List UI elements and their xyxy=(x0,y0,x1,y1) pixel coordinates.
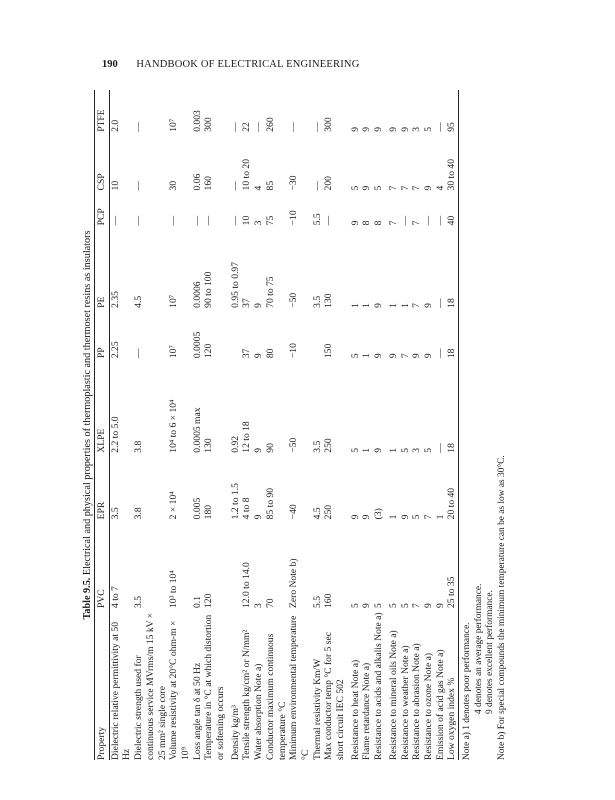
value-cell: 10 to 20 xyxy=(241,159,253,191)
value-cell: −30 xyxy=(288,175,300,191)
page-header xyxy=(102,59,615,70)
value-cell: 9 xyxy=(387,126,399,132)
value-cell: 260 xyxy=(264,117,276,132)
value-cell: — xyxy=(191,215,203,226)
value-cell: 95 xyxy=(446,122,458,132)
value-cell: — xyxy=(434,215,446,226)
value-cell: 5 xyxy=(411,514,423,520)
value-cell: 1 xyxy=(387,303,399,308)
value-cell: 70 xyxy=(264,598,276,608)
value-cell: 5 xyxy=(399,603,411,608)
table-row xyxy=(227,90,242,760)
page-number: 190 xyxy=(102,59,118,70)
property-cell: Emission of acid gas Note a) xyxy=(434,649,446,760)
value-cell: 37 xyxy=(241,348,253,359)
value-cell: 25 to 35 xyxy=(446,576,458,608)
table-row xyxy=(361,90,373,760)
value-cell xyxy=(227,310,242,360)
table-row xyxy=(203,90,226,760)
value-cell: — xyxy=(434,298,446,308)
value-cell: 12.0 to 14.0 xyxy=(241,562,253,608)
value-cell: — xyxy=(434,122,446,132)
value-cell: 5.5 xyxy=(311,213,323,226)
value-cell: 1 xyxy=(387,514,399,520)
value-cell: 1.2 to 1.5 xyxy=(229,483,241,520)
value-cell: 9 xyxy=(411,353,423,359)
value-cell: 7 xyxy=(387,220,399,226)
value-cell: 3.5 xyxy=(133,596,145,608)
value-cell: 18 xyxy=(446,348,458,359)
table-row xyxy=(109,90,133,760)
value-cell: 22 xyxy=(241,122,253,132)
value-cell: 7 xyxy=(422,514,434,520)
value-cell: 7 xyxy=(399,353,411,359)
property-cell: Max conductor temp °C for 5 sec short circuit IEC 502 xyxy=(323,632,347,760)
value-cell: −50 xyxy=(288,437,300,453)
note-line: Note b) For special compounds the minimum temperature can be as low as 30°C. xyxy=(496,455,507,760)
value-cell: — xyxy=(229,180,241,191)
value-cell: 5 xyxy=(349,447,361,453)
value-cell: 4.5 xyxy=(311,507,323,520)
value-cell: 200 xyxy=(323,176,335,191)
value-cell: 4 to 7 xyxy=(109,586,121,608)
table-row xyxy=(133,90,168,760)
value-cell: — xyxy=(109,215,121,226)
column-header: PVC xyxy=(96,589,107,608)
value-cell: 9 xyxy=(422,185,434,191)
value-cell: 10 xyxy=(241,215,253,226)
value-cell: −10 xyxy=(288,343,300,359)
value-cell: 7 xyxy=(411,220,423,226)
table-row xyxy=(411,90,423,760)
value-cell: 10³ to 10⁴ xyxy=(168,570,180,608)
value-cell: — xyxy=(229,215,241,226)
value-cell: 9 xyxy=(399,126,411,132)
value-cell: 10⁷ xyxy=(168,294,180,308)
value-cell: — xyxy=(311,122,323,132)
column-header: XLPE xyxy=(96,428,107,453)
value-cell: 18 xyxy=(446,443,458,453)
value-cell: 0.0005 max xyxy=(191,407,203,453)
value-cell: 7 xyxy=(387,185,399,191)
property-cell: Minimum environmental temperature °C xyxy=(288,615,311,760)
value-cell: 0.92 xyxy=(229,435,241,453)
value-cell: 0.0006 xyxy=(191,281,203,308)
value-cell: 10⁴ to 6 × 10⁴ xyxy=(168,399,180,453)
value-cell: (3) xyxy=(373,508,385,520)
note-line: Note a) 1 denotes poor performance. xyxy=(462,622,473,760)
value-cell: 9 xyxy=(253,514,265,520)
value-cell: 9 xyxy=(373,447,385,453)
value-cell: 0.06 xyxy=(191,173,203,191)
value-cell: 2.35 xyxy=(109,291,121,308)
value-cell: 9 xyxy=(422,353,434,359)
value-cell: 300 xyxy=(203,117,215,132)
value-cell: 5 xyxy=(349,353,361,359)
table-caption xyxy=(82,90,93,760)
value-cell xyxy=(312,310,324,360)
table-row xyxy=(400,90,412,760)
value-cell: — xyxy=(133,122,145,132)
value-cell: 1 xyxy=(349,303,361,308)
property-cell: Resistance to ozone Note a) xyxy=(422,652,434,760)
value-cell: 3 xyxy=(411,447,423,453)
value-cell: — xyxy=(253,122,265,132)
table-row xyxy=(312,90,324,760)
value-cell: — xyxy=(203,215,215,226)
value-cell: 3 xyxy=(411,126,423,132)
value-cell: 5 xyxy=(422,447,434,453)
note-line: 4 denotes an average performance. xyxy=(473,583,484,714)
value-cell: 3.5 xyxy=(311,295,323,308)
table-row xyxy=(265,90,288,760)
property-cell: Thermal resistivity Km/W xyxy=(311,658,323,760)
value-cell: 1 xyxy=(434,514,446,520)
value-cell: 18 xyxy=(446,298,458,308)
value-cell: 9 xyxy=(373,303,385,308)
value-cell: 2 × 10⁴ xyxy=(168,491,180,520)
value-cell: 30 to 40 xyxy=(446,159,458,191)
value-cell: 300 xyxy=(323,117,335,132)
value-cell: 1 xyxy=(361,447,373,453)
value-cell: 0.005 xyxy=(191,497,203,520)
property-cell: Dielectric relative permittivity at 50 Hz xyxy=(109,622,133,760)
value-cell: 9 xyxy=(361,185,373,191)
value-cell: 7 xyxy=(399,185,411,191)
table-row xyxy=(288,90,311,760)
value-cell: — xyxy=(229,122,241,132)
column-header: PCP xyxy=(96,208,107,226)
value-cell: 250 xyxy=(323,504,335,520)
value-cell: 5 xyxy=(349,185,361,191)
property-cell: Density kg/m³ xyxy=(229,705,241,760)
value-cell: 9 xyxy=(361,514,373,520)
value-cell: 7 xyxy=(411,303,423,308)
value-cell: 0.003 xyxy=(191,110,203,132)
value-cell: 160 xyxy=(203,176,215,191)
property-cell: Water absorption Note a) xyxy=(253,663,265,760)
value-cell: 9 xyxy=(434,603,446,608)
table-row xyxy=(373,90,385,760)
property-cell: Flame retardance Note a) xyxy=(361,662,373,760)
value-cell: — xyxy=(311,180,323,191)
value-cell: 7 xyxy=(411,603,423,608)
property-cell: Temperature in °C at which distortion or softening occurs xyxy=(203,614,227,760)
value-cell: 120 xyxy=(203,593,215,608)
property-cell: Conductor maximum continuous temperature °C xyxy=(264,633,288,760)
table-row xyxy=(423,90,435,760)
value-cell: — xyxy=(133,215,145,226)
value-cell: 160 xyxy=(323,593,335,608)
value-cell: 8 xyxy=(361,220,373,226)
value-cell: 9 xyxy=(373,353,385,359)
property-cell: Resistance to weather Note a) xyxy=(399,645,411,760)
value-cell: — xyxy=(434,443,446,453)
value-cell: 85 to 90 xyxy=(264,487,276,520)
property-cell: Resistance to abrasion Note a) xyxy=(411,643,423,760)
value-cell: 7 xyxy=(411,185,423,191)
property-cell: Low oxygen index % xyxy=(446,677,458,760)
value-cell: 9 xyxy=(399,514,411,520)
value-cell: 40 xyxy=(446,215,458,226)
value-cell: 70 to 75 xyxy=(264,276,276,308)
value-cell: 37 xyxy=(241,298,253,308)
value-cell: — xyxy=(323,215,335,226)
property-cell: Dielectric strength used for continuous service MVrms/m 15 kV × 25 mm² single core xyxy=(133,612,168,760)
value-cell: 2.0 xyxy=(109,119,121,132)
value-cell: 9 xyxy=(253,447,265,453)
value-cell xyxy=(227,521,242,610)
value-cell: 10⁷ xyxy=(168,118,180,132)
value-cell: 3.8 xyxy=(133,507,145,520)
value-cell: 1 xyxy=(361,303,373,308)
value-cell: 5 xyxy=(373,603,385,608)
value-cell: 4 to 8 xyxy=(241,497,253,520)
property-cell: Tensile strength kg/cm² or N/mm² xyxy=(241,629,253,760)
value-cell: 180 xyxy=(203,504,215,520)
value-cell: 130 xyxy=(203,438,215,453)
value-cell: 9 xyxy=(361,126,373,132)
value-cell: 120 xyxy=(203,343,215,359)
value-cell: 30 xyxy=(168,180,180,191)
table-body xyxy=(109,90,458,760)
value-cell: −10 xyxy=(288,210,300,226)
property-cell: Loss angle tan δ at 50 Hz xyxy=(191,662,203,760)
table-row xyxy=(347,90,362,760)
value-cell: Zero Note b) xyxy=(288,558,300,608)
value-cell: 9 xyxy=(422,303,434,308)
value-cell: — xyxy=(133,348,145,359)
value-cell: 85 xyxy=(264,180,276,191)
value-cell: 3.5 xyxy=(311,440,323,453)
value-cell: 9 xyxy=(253,303,265,308)
table-label: Table 9.5. xyxy=(82,577,93,620)
value-cell: 9 xyxy=(373,126,385,132)
value-cell: — xyxy=(288,122,300,132)
value-cell: 0.1 xyxy=(191,596,203,608)
value-cell: — xyxy=(399,215,411,226)
value-cell: 0.95 to 0.97 xyxy=(229,262,241,308)
value-cell: −40 xyxy=(288,504,300,520)
value-cell: — xyxy=(168,215,180,226)
properties-table xyxy=(94,90,459,760)
value-cell: 3 xyxy=(253,220,265,226)
value-cell: 9 xyxy=(349,514,361,520)
value-cell: 2.2 to 5.0 xyxy=(109,416,121,453)
table-row xyxy=(241,90,253,760)
value-cell: 12 to 18 xyxy=(241,421,253,453)
value-cell: 9 xyxy=(349,126,361,132)
value-cell: 9 xyxy=(422,603,434,608)
value-cell: 2.25 xyxy=(109,341,121,359)
value-cell: 9 xyxy=(349,220,361,226)
property-cell: Resistance to mineral oils Note a) xyxy=(387,630,399,760)
value-cell: 90 xyxy=(264,443,276,453)
value-cell: — xyxy=(422,215,434,226)
running-title: HANDBOOK OF ELECTRICAL ENGINEERING xyxy=(136,59,360,70)
column-header: PTFE xyxy=(96,109,107,132)
column-header: CSP xyxy=(96,173,107,191)
note-line: 9 denotes excellent performance. xyxy=(485,590,496,714)
value-cell: 4.5 xyxy=(133,295,145,308)
column-header: PE xyxy=(96,296,107,308)
value-cell: 5 xyxy=(422,126,434,132)
value-cell: −50 xyxy=(288,292,300,308)
column-header: Property xyxy=(96,726,107,760)
table-header-row xyxy=(95,90,110,760)
value-cell: 5 xyxy=(349,603,361,608)
value-cell: 1 xyxy=(361,353,373,359)
table-row xyxy=(192,90,204,760)
table-row xyxy=(385,90,400,760)
table-notes xyxy=(462,90,508,760)
value-cell: 3.5 xyxy=(109,507,121,520)
column-header: PP xyxy=(96,347,107,359)
value-cell: 5 xyxy=(399,447,411,453)
value-cell: 4 xyxy=(253,185,265,191)
value-cell: 9 xyxy=(253,353,265,359)
value-cell: 3.8 xyxy=(133,440,145,453)
column-header: EPR xyxy=(96,501,107,520)
value-cell: 9 xyxy=(361,603,373,608)
value-cell: 3 xyxy=(253,603,265,608)
value-cell: 75 xyxy=(264,215,276,226)
value-cell: 5.5 xyxy=(311,596,323,608)
value-cell: 5 xyxy=(373,185,385,191)
value-cell: 10 xyxy=(109,180,121,191)
table-row xyxy=(446,90,458,760)
rotated-table-block xyxy=(82,90,542,760)
value-cell: 4 xyxy=(434,185,446,191)
table-caption-text: Electrical and physical properties of thermoplastic and thermoset resins as insulators xyxy=(82,230,93,576)
table-row xyxy=(253,90,265,760)
property-cell: Resistance to acids and alkalis Note a) xyxy=(373,612,385,760)
value-cell: 90 to 100 xyxy=(203,271,215,308)
value-cell: 130 xyxy=(323,293,335,308)
value-cell: 10⁷ xyxy=(168,345,180,359)
value-cell: 1 xyxy=(387,447,399,453)
value-cell: 250 xyxy=(323,438,335,453)
table-row xyxy=(323,90,346,760)
value-cell: — xyxy=(434,348,446,359)
value-cell: 80 xyxy=(264,348,276,359)
table-row xyxy=(168,90,191,760)
value-cell: — xyxy=(133,180,145,191)
property-cell: Resistance to heat Note a) xyxy=(349,659,361,760)
value-cell: 20 to 40 xyxy=(446,487,458,520)
property-cell: Volume resistivity at 20°C ohm-m × 10⁹ xyxy=(168,620,191,760)
value-cell: 1 xyxy=(399,303,411,308)
table-row xyxy=(435,90,447,760)
value-cell: 5 xyxy=(387,603,399,608)
value-cell: 0.0005 xyxy=(191,331,203,359)
value-cell: 150 xyxy=(323,343,335,359)
value-cell: 9 xyxy=(387,353,399,359)
value-cell: 8 xyxy=(373,220,385,226)
